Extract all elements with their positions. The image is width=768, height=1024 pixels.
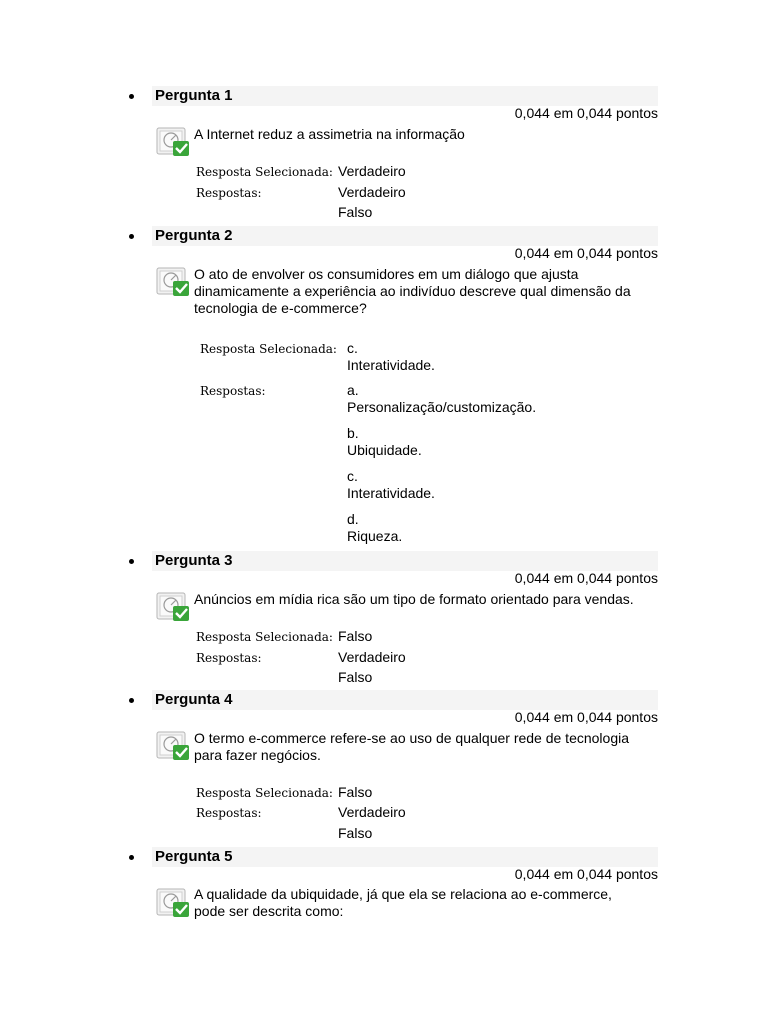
question-title: Pergunta 2 bbox=[155, 227, 233, 244]
correct-answer-icon bbox=[156, 887, 192, 919]
bullet bbox=[129, 559, 134, 564]
question-text: Anúncios em mídia rica são um tipo de formato orientado para vendas. bbox=[194, 591, 634, 607]
question-text: O termo e-commerce refere-se ao uso de qualquer rede de tecnologia para fazer negócios. bbox=[194, 730, 630, 763]
answer-option: Ubiquidade. bbox=[347, 442, 422, 458]
answers-label: Respostas: bbox=[200, 384, 266, 398]
answer-option: Verdadeiro bbox=[338, 804, 406, 820]
selected-answer-value: Verdadeiro bbox=[338, 163, 406, 179]
selected-answer-label: Resposta Selecionada: bbox=[196, 165, 333, 179]
answer-letter: a. bbox=[347, 382, 359, 398]
answer-option: Falso bbox=[338, 204, 373, 220]
answer-letter: c. bbox=[347, 468, 358, 484]
answer-letter: d. bbox=[347, 511, 359, 527]
question-text: A qualidade da ubiquidade, já que ela se relaciona ao e-commerce, pode ser descrita como: bbox=[194, 886, 612, 919]
question-text: O ato de envolver os consumidores em um diálogo que ajusta dinamicamente a experiência ao indivíduo descreve qual dimensão da tecnologia de e-commerce? bbox=[194, 266, 631, 316]
answers-label: Respostas: bbox=[196, 186, 262, 200]
answers-label: Respostas: bbox=[196, 651, 262, 665]
selected-answer-value: Falso bbox=[338, 784, 373, 800]
correct-answer-icon bbox=[156, 126, 192, 158]
answer-option: Interatividade. bbox=[347, 485, 435, 501]
question-text: A Internet reduz a assimetria na informação bbox=[194, 126, 465, 142]
question-title: Pergunta 4 bbox=[155, 691, 233, 708]
answer-option: Verdadeiro bbox=[338, 184, 406, 200]
correct-answer-icon bbox=[156, 266, 192, 298]
bullet bbox=[129, 855, 134, 860]
answer-option: Falso bbox=[338, 825, 373, 841]
selected-answer-value: Falso bbox=[338, 628, 373, 644]
question-score: 0,044 em 0,044 pontos bbox=[514, 570, 658, 586]
answer-option: Personalização/customização. bbox=[347, 399, 537, 415]
bullet bbox=[129, 698, 134, 703]
bullet bbox=[129, 234, 134, 239]
answer-option: Verdadeiro bbox=[338, 649, 406, 665]
correct-answer-icon bbox=[156, 591, 192, 623]
selected-answer-label: Resposta Selecionada: bbox=[196, 630, 333, 644]
question-title: Pergunta 5 bbox=[155, 848, 233, 865]
answers-label: Respostas: bbox=[196, 806, 262, 820]
answer-letter: b. bbox=[347, 425, 359, 441]
bullet bbox=[129, 94, 134, 99]
question-score: 0,044 em 0,044 pontos bbox=[514, 105, 658, 121]
answer-option: Falso bbox=[338, 669, 373, 685]
selected-answer-label: Resposta Selecionada: bbox=[196, 786, 333, 800]
selected-answer-label: Resposta Selecionada: bbox=[200, 342, 337, 356]
question-title: Pergunta 3 bbox=[155, 552, 233, 569]
answer-option: Riqueza. bbox=[347, 528, 403, 544]
question-title: Pergunta 1 bbox=[155, 87, 233, 104]
question-score: 0,044 em 0,044 pontos bbox=[514, 709, 658, 725]
question-score: 0,044 em 0,044 pontos bbox=[514, 245, 658, 261]
question-score: 0,044 em 0,044 pontos bbox=[514, 866, 658, 882]
correct-answer-icon bbox=[156, 730, 192, 762]
selected-answer-value: Interatividade. bbox=[347, 357, 435, 373]
selected-answer-letter: c. bbox=[347, 340, 358, 356]
